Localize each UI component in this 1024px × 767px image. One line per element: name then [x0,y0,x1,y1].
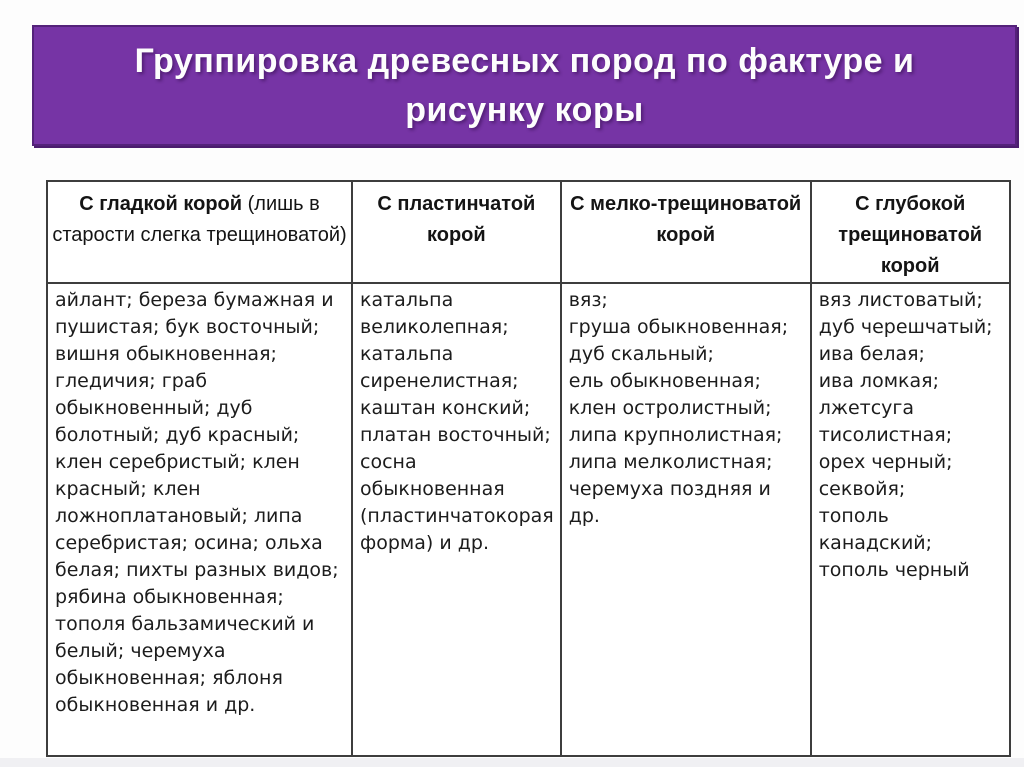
title-banner [32,25,1017,146]
title-line-2: рисунку коры [405,90,644,129]
slide-title [135,37,915,135]
cell-deep-fissured-bark-species [811,283,1010,756]
bottom-gutter [0,758,1024,767]
species-item: груша обыкновенная; [568,316,789,338]
species-item: дуб скальный; [568,343,714,365]
header-bold-text: С пластинчатой корой [377,193,536,246]
cell-lamellar-bark-species: катальпа великолепная; катальпа сиренелистная; каштан конский; платан восточный; сосна обыкновенная (пластинчатокорая форма) и др. [352,283,561,756]
title-line-1: Группировка древесных пород по фактуре и [134,41,915,80]
species-item: лжетсуга тисолистная; [818,397,953,446]
header-deep-fissured-bark [811,181,1010,283]
cell-smooth-bark-species: айлант; береза бумажная и пушистая; бук восточный; вишня обыкновенная; гледичия; граб обыкновенный; дуб болотный; дуб красный; клен серебристый; клен красный; клен ложноплатановый; липа серебристая; осина; ольха белая; пихты разных видов; рябина обыкновенная; тополя бальзамический и белый; черемуха обыкновенная; яблоня обыкновенная и др. [47,283,352,756]
species-item: ель обыкновенная; [568,370,761,392]
species-item: черемуха поздняя и др. [568,478,771,527]
header-fine-fissured-bark [561,181,811,283]
species-item: вяз листоватый; [818,289,983,311]
species-item: ива белая; [818,343,925,365]
header-row [47,181,1010,283]
header-lamellar-bark [352,181,561,283]
species-item: тополь канадский; [818,505,933,554]
species-item: клен остролистный; [568,397,772,419]
species-item: липа мелколистная; [568,451,773,473]
species-item: тополь черный [818,559,970,581]
header-smooth-bark [47,181,352,283]
species-item: липа крупнолистная; [568,424,783,446]
cell-fine-fissured-bark-species [561,283,811,756]
body-row [47,283,1010,756]
species-item: вяз; [568,289,608,311]
header-bold-text: С гладкой корой [79,193,243,215]
header-bold-text: С мелко-трещиноватой корой [570,193,802,246]
bark-grouping-table [46,180,1011,757]
species-item: ива ломкая; [818,370,939,392]
species-item: секвойя; [818,478,906,500]
header-bold-text: С глубокой трещиноватой корой [838,193,983,277]
species-item: орех черный; [818,451,953,473]
species-item: дуб черешчатый; [818,316,993,338]
header-rest-text: (лишь в старости слегка трещиноватой) [52,193,347,246]
